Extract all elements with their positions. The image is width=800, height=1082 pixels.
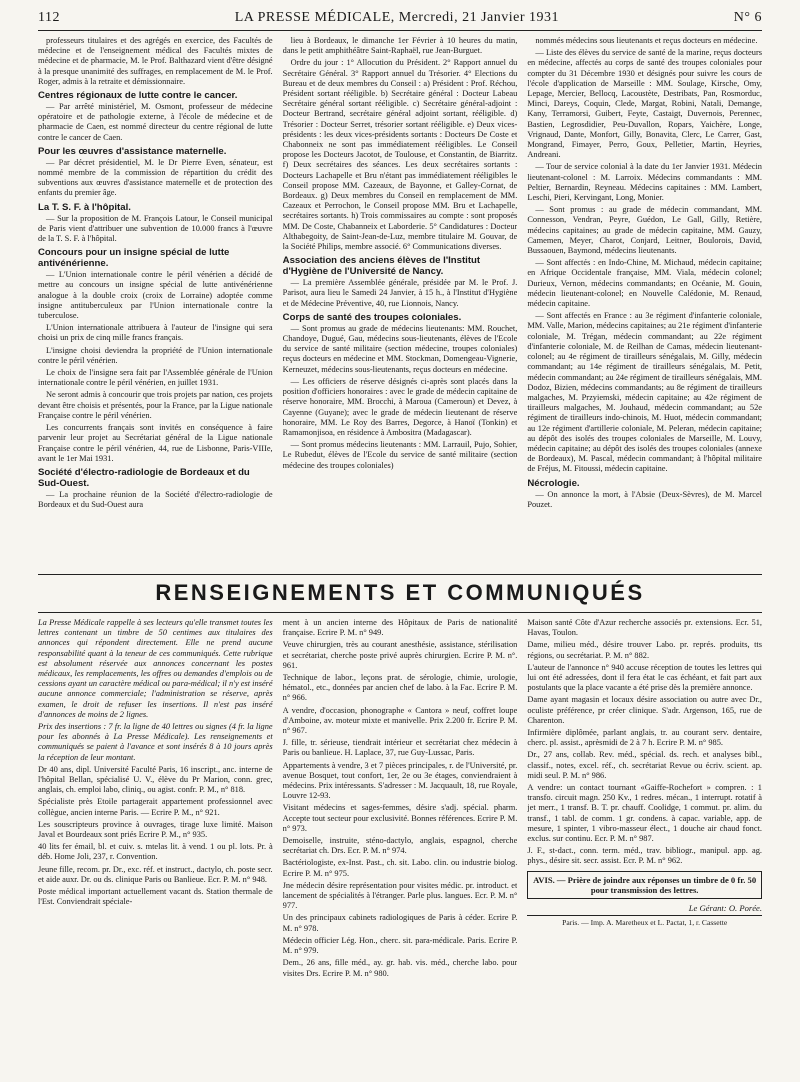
classified-column-3	[527, 618, 762, 1076]
news-column-2	[283, 36, 518, 570]
classified-ad: Technique de labor., leçons prat. de sérologie, chimie, urologie, hématol., etc., données par ancien chef de labo. à la Fac. Ecrire P. M. n° 966.	[282, 673, 518, 703]
article-paragraph: — Liste des élèves du service de santé de la marine, reçus docteurs en médecine, affectés au corps de santé des troupes coloniales pour compter du 31 Décembre 1930 et désignés pour suivre les cours de l'école d'application de Marseille : MM. Soulage, Kirsche, Omy, Lepage, Mercier, Bellocq, Lacoustète, Destribats, Pan, Rosmorduc, Minci, Dareys, Coquin, Clede, Margat, Robini, Natali, Demange, Kany, Terramorsi, Guibert, Feyte, Castaigt, Duvernois, Perennec, Bastien, Legrosdidier, Peu-Duvallon, Ropars, Yaichère, Longe, Vrignaud, Dante, Monfort, Gilly, Bonavita, Clerc, Le Carrer, Gast, Mongrand, Fimayer, Perro, Goux, Pelletier, Martin, Heyries, Andreani.	[527, 48, 762, 160]
classified-ad: Un des principaux cabinets radiologiques de Paris à céder. Ecrire P. M. n° 978.	[282, 913, 518, 933]
classified-ad: Dr 40 ans, dipl. Université Faculté Paris, 16 inscript., anc. interne de l'hôpital Bellan, spécialisé U. V., élève du Pr Marion, conn. grec, anglais, ch. emploi labo, cliniq., ou agist. confr. P. M., n° 818.	[38, 764, 273, 795]
article-paragraph: — Par arrêté ministériel, M. Osmont, professeur de médecine opératoire et de pathologie externe, à l'école de médecine et de pharmacie de Caen, est nommé directeur du centre régional de lutte contre le cancer de Caen.	[38, 102, 273, 142]
news-column-3	[527, 36, 762, 570]
header-rule	[38, 30, 762, 31]
article-paragraph: — Par décret présidentiel, M. le Dr Pierre Even, sénateur, est nommé membre de la commission de répartition du crédit des subventions aux œuvres d'assistance maternelle et de protection des enfants du premier âge.	[38, 157, 273, 198]
article-paragraph: lieu à Bordeaux, le dimanche 1er Février à 10 heures du matin, dans le petit amphithéâtre Saint-Raphaël, rue Jean-Burguet.	[282, 36, 518, 56]
notice-paragraph: La Presse Médicale rappelle à ses lecteurs qu'elle transmet toutes les lettres contenant un timbre de 50 centimes aux titulaires des annonces qui répondent directement. Elle ne prend aucune responsabilité quant à la teneur de ces communiqués. Cette rubrique est absolument réservée aux annonces concernant les postes médicaux, les remplacements, les offres ou demandes d'emplois ou de cessions ayant un caractère médical ou para-médical; il n'y est inséré aucune annonce commerciale; l'administration se réserve, après examen, le droit de refuser les insertions. Il n'est pas inséré d'annonces de moins de 2 lignes.	[38, 618, 273, 719]
classified-column-1	[38, 618, 273, 1076]
news-columns	[38, 36, 762, 570]
article-paragraph: — La prochaine réunion de la Société d'électro-radiologie de Bordeaux et du Sud-Ouest aura	[38, 489, 273, 510]
classified-ad: Médecin officier Lég. Hon., cherc. sit. para-médicale. Paris. Ecrire P. M. n° 979.	[282, 935, 518, 956]
article-heading: La T. S. F. à l'hôpital.	[38, 201, 131, 213]
publication-title: LA PRESSE MÉDICALE, Mercredi, 21 Janvier 1931	[234, 10, 559, 25]
classified-ad: J. fille, tr. sérieuse, tiendrait intérieur et secrétariat chez médecin à Paris ou banlieue. H. Laplace, 37, rue Guy-Lussac, Paris.	[282, 738, 518, 758]
article-paragraph: Le choix de l'insigne sera fait par l'Assemblée générale de l'Union internationale contre le péril vénérien, en juillet 1931.	[38, 368, 273, 388]
article-heading: Pour les œuvres d'assistance maternelle.	[38, 145, 227, 157]
classified-ad: A vendre: un contact tournant «Gaiffe-Rochefort » compren. : 1 transfo. circuit magn. 250 Kv., 1 redres. mécan., 1 interrupt. rotatif à jet merr., 1 transf. B. T. pr. chauff. Coolidge, 1 commut. pr. alim. du transf., 1 tabl. de comm. 1 gr. condens. à capac. variable, app. de mesure, 1 spinter, 1 vibro-masseur élect., 1 douche air chaud fonct. exclus. sur continu. Ecr. P. M. n° 987.	[527, 783, 762, 844]
section-banner: RENSEIGNEMENTS ET COMMUNIQUÉS	[155, 580, 645, 605]
article-heading: Centres régionaux de lutte contre le cancer.	[38, 90, 238, 102]
article-paragraph: — Sont promus au grade de médecins lieutenants: MM. Rouchet, Chandoye, Dugué, Gau, médecins sous-lieutenants, élèves de l'Ecole du service de santé militaire (section médecine, troupes coloniales) reçus docteurs en médecine et MM. Stockman, Domengeau-Vignerie, Kerneuzet, médecins sous-lieutenants, reçus docteurs en médecine.	[282, 323, 518, 374]
classified-ad: Dem., 26 ans, fille méd., ay. gr. hab. vis. méd., cherche labo. pour visites Drs. Ecrire P. M. n° 980.	[282, 958, 518, 978]
classified-ad: Dame ayant magasin et locaux désire association ou autre avec Dr., oculiste préférence, pr créer clinique. S'adr. Argenson, 165, rue de Charenton.	[527, 695, 762, 725]
classified-ad: Dr., 27 ans, collab. Rev. méd., spécial. ds. rech. et analyses bibl., classif., notes, excel. réf., ch. secrétariat Revue ou écriv. scient. ap. midi seul. P. M. n° 986.	[527, 750, 762, 780]
article-heading: Société d'électro-radiologie de Bordeaux et du Sud-Ouest.	[38, 466, 250, 489]
classified-ad: Bactériologiste, ex-Inst. Past., ch. sit. Labo. clin. ou industrie biolog. Ecrire P. M. n° 975.	[282, 858, 518, 878]
article-heading: Concours pour un insigne spécial de lutte antivénérienne.	[38, 247, 230, 270]
article-paragraph: — Sont affectés : en Indo-Chine, M. Michaud, médecin capitaine; en Afrique Occidentale française, MM. Viala, médecin colonel; Durieux, Vernon, médecins commandants; en Océanie, M. Gouin, médecin lieutenant-colonel; en Nouvelle Calédonie, M. Renaud, médecin capitaine.	[527, 258, 762, 309]
classified-ad: L'auteur de l'annonce n° 940 accuse réception de toutes les lettres qui lui ont été adressées, dont il fera état le cas échéant, et fait part aux postulants que la place vacante a été prise dès la première annonce.	[527, 662, 762, 693]
classified-ad: Maison santé Côte d'Azur recherche associés pr. extensions. Ecr. 51, Havas, Toulon.	[527, 618, 762, 638]
classified-ad: Dame, milieu méd., désire trouver Labo. pr. représ. produits, tts régions, ou secrétariat. P. M. n° 882.	[527, 640, 762, 660]
article-paragraph: L'insigne choisi deviendra la propriété de l'Union internationale contre le péril vénérien.	[38, 345, 273, 365]
article-paragraph: — L'Union internationale contre le péril vénérien a décidé de mettre au concours un insigne spécial de lutte antivénérienne analogue à la double croix (croix de Lorraine) adoptée comme insigne antituberculeux par l'Union internationale contre la tuberculose.	[38, 270, 273, 321]
classified-column-2	[283, 618, 518, 1076]
article-paragraph: — Sont affectés en France : au 3e régiment d'infanterie coloniale, MM. Valle, Marion, médecins capitaines; au 21e régiment d'infanterie coloniale, M. Trégan, médecin commandant; au 22e régiment d'infanterie coloniale, M. de Reilhan de Camas, médecin lieutenant-colonel; au 4e régiment de tirailleurs sénégalais, M. Gilly, médecin commandant; au 14e régiment de tirailleurs sénégalais, M. Petit, médecin commandant; au 24e régiment de tirailleurs sénégalais, MM. Dodoz, Bizien, médecins commandants; au 8e régiment de tirailleurs malgaches, M. Przyiemski, médecin capitaine; au 42e régiment de tirailleurs malgaches, M. Jouhaud, médecin commandant; au 52e régiment de tirailleurs indo-chinois, M. Huot, médecin commandant; au 12e régiment d'artillerie coloniale, M. Peleran, médecin capitaine; au dépôt des isolés des troupes coloniales de Marseille, M. Louvy, médecin capitaine; au dépôt des isolés des troupes coloniales (annexe de Bordeaux), M. Pascal, médecin commandant; à l'hôpital militaire de Fréjus, M. Fitoussi, médecin capitaine.	[527, 311, 762, 474]
page-number: 112	[38, 10, 60, 25]
article-paragraph: nommés médecins sous lieutenants et reçus docteurs en médecine.	[535, 36, 758, 45]
article-paragraph: Ordre du jour : 1° Allocution du Président. 2° Rapport annuel du Secrétaire Général. 3° Rapport annuel du Trésorier. 4° Elections du Bureau et de deux membres du Conseil : a) Président : Prof. Réchou, Président sortant rééligible. b) Secrétaire général : Docteur Labeau Secrétaire général sortant rééligible. c) Secrétaire général-adjoint : Docteur Bertrand, secrétaire général adjoint sortant, rééligible. d) Trésorier : Docteur Serret, trésorier sortant rééligible. e) Deux vices-présidents : les deux vices-présidents sortants : Docteurs De Coste et Chabonneix ne sont pas immédiatement rééligibles. Le Conseil propose les Docteurs Jacotot, de Toulouse, et Constantin, de Biarritz. f) Deux secrétaires des séances. Les deux secrétaires sortants : Docteurs Lachapelle et Bru n'étant pas immédiatement rééligibles le Conseil propose MM. Cazeaux, de Bayonne, et Galley-Cornat, de Bordeaux. g) Deux membres du Conseil en remplacement de MM. Cazeaux et Perrochon, le Conseil propose MM. Bru et Lachapelle, secrétaires sortants. h) Trois commissaires au compte : sont proposés MM. De Coste, Chabanneix et Laborderie. 5° Candidatures : Docteur Althabegoity, de Saint-Jean-de-Luz, membre titulaire M. Gouvar, de la Société Philips, membre associé. 6° Communications diverses.	[282, 58, 518, 252]
gerant-line: Le Gérant: O. Porée.	[688, 903, 762, 914]
classified-ad: Infirmière diplômée, parlant anglais, tr. au courant serv. dentaire, cherc. pl. assist., aprèsmidi de 2 à 7 h. Ecrire P. M. n° 985.	[527, 728, 762, 748]
classified-ad: 40 lits fer émail, bl. et cuiv. s. mtelas lit. à vend. 1 ou pl. lots. Pr. à déb. Home Joli, 237, r. Convention.	[38, 842, 273, 862]
article-paragraph: — Sont promus : au grade de médecin commandant, MM. Connesson, Vendran, Peyre, Guédon, Le Gall, Gilly, Retière, médecins capitaines; au grade de médecin capitaine, MM. Gauzy, Camemen, Meyer, Charot, Conjard, Leitner, Boulorois, David, Bussaouen, Baymond, médecins lieutenants.	[527, 205, 762, 256]
avis-box: AVIS. — Prière de joindre aux réponses un timbre de 0 fr. 50 pour transmission des lettres.	[527, 871, 762, 900]
article-heading: Nécrologie.	[527, 477, 580, 489]
article-paragraph: — La première Assemblée générale, présidée par M. le Prof. J. Parisot, aura lieu le Samedi 24 Janvier, à 15 h., à l'Institut d'Hygiène et de Médecine Préventive, 40, rue Lionnois, Nancy.	[282, 278, 518, 308]
classified-ad: Les souscripteurs province à ouvrages, tirage luxe limité. Maison Javal et Bourdeaux sont priés Ecrire P. M., n° 935.	[38, 819, 273, 840]
classified-ad: A vendre, d'occasion, phonographe « Cantora » neuf, coffret loupe d'Amboine, av. moteur mixte et manivelle. Prix 2.200 fr. Ecrire P. M. n° 967.	[282, 705, 518, 736]
article-paragraph: Ne seront admis à concourir que trois projets par nation, ces projets devant être choisis et présentés, pour la France, par la Ligue nationale Française contre le péril vénérien.	[38, 390, 273, 420]
section-rule	[38, 574, 762, 575]
classified-ad: J. F., st-dact., conn. term. méd., trav. bibliogr., manipul. app. ag. phys., désire sit. secr. assist. Ecr. P. M. n° 962.	[527, 846, 762, 866]
classified-ad: ment à un ancien interne des Hôpitaux de Paris de nationalité française. Ecrire P. M. n° 949.	[282, 618, 518, 638]
classified-ad: Poste médical important actuellement vacant ds. Station thermale de l'Est. Conviendrait spéciale-	[38, 887, 273, 907]
classified-columns	[38, 618, 762, 1076]
article-paragraph: — Sur la proposition de M. François Latour, le Conseil municipal de Paris vient d'attribuer une subvention de 10.000 francs à l'œuvre de la T. S. F. à l'hôpital.	[38, 213, 273, 244]
article-paragraph: — On annonce la mort, à l'Absie (Deux-Sèvres), de M. Marcel Pouzet.	[527, 489, 762, 509]
article-heading: Association des anciens élèves de l'Institut d'Hygiène de l'Université de Nancy.	[282, 255, 481, 278]
classified-ad: Veuve chirurgien, très au courant anesthésie, assistance, stérilisation et secrétariat, cherche poste privé auprès chirurgien. Ecrire P. M. n°. 961.	[282, 640, 518, 670]
article-paragraph: — Sont promus médecins lieutenants : MM. Larrauil, Pujo, Sohier, Le Rubedut, élèves de l'Ecole du service de santé militaire (section médecine des troupes coloniales)	[282, 440, 518, 470]
banner-rule	[38, 612, 762, 613]
article-paragraph: professeurs titulaires et des agrégés en exercice, des Facultés de médecine et de l'enseignement médical des Facultés mixtes de médecine et de pharmacie, M. le Prof. Balthazard vient d'être désigné à la presque unanimité des suffrages, en remplacement de M. le Prof. Roger, admis à la retraite et démissionnaire.	[38, 36, 273, 86]
article-paragraph: L'Union internationale attribuera à l'auteur de l'insigne qui sera choisi un prix de cinq mille francs français.	[38, 323, 273, 343]
classified-ad: Visitant médecins et sages-femmes, désire s'adj. spécial. pharm. Accepte tout secteur pour exclusivité. Bonnes références. Ecrire P. M. n° 973.	[282, 803, 518, 833]
printer-line: Paris. — Imp. A. Maretheux et L. Pactat, 1, r. Cassette	[527, 915, 762, 927]
article-heading: Corps de santé des troupes coloniales.	[282, 311, 462, 323]
classified-ad: Appartements à vendre, 3 et 7 pièces principales, r. de l'Université, pr. avenue Bosquet, tout confort, 1er, 2e ou 3e étages, conviendraient à médecins. Prix intéressants. S'adresser : M. Jacquault, 18, rue Royale, Louvre 12-93.	[282, 760, 518, 801]
classified-ad: Jne médecin désire représentation pour visites médic. pr. introduct. et lancement de spécialités à l'étranger. Parle plus. langues. Ecr. P. M. n° 977.	[282, 880, 518, 911]
classified-ad: Spécialiste près Etoile partagerait appartement professionnel avec collègue, ancien interne Paris. — Ecrire P. M., n° 921.	[38, 797, 273, 817]
article-paragraph: — Tour de service colonial à la date du 1er Janvier 1931. Médecin lieutenant-colonel : M. Larroix. Médecins commandants : MM. Peltier, Bernardin, Reyneau. Médecins capitaines : MM. Lambert, Leschi, Pieri, Kervingant, Long, Monier.	[527, 162, 762, 203]
page-header	[38, 10, 762, 28]
article-paragraph: — Les officiers de réserve désignés ci-après sont placés dans la position d'officiers honoraires : avec le grade de médecin capitaine de réserve honoraire, MM. Brocchi, à Maroua (Cameroun) et Devez, à Cayenne (Guyane); avec le grade de médecin lieutenant de réserve honoraire, MM. Le Roy des Barres, Degorce, à Hanoï (Tonkin) et Ramamonjisoa, en résidence à Ambositra (Madagascar).	[282, 376, 518, 437]
article-paragraph: Les concurrents français sont invités en conséquence à faire parvenir leur projet au Secrétariat général de la Ligue nationale Française contre le péril vénérien, 44, rue de Lisbonne, Paris-VIIIe, avant le 1er Mai 1931.	[38, 423, 273, 463]
classified-ad: Jeune fille, recom. pr. Dr., exc. réf. et instruct., dactylo, ch. poste secr. et aide auxr. Dr. ou ds. clinique Paris ou Banlieue. Ecr. P. M. n° 948.	[38, 864, 273, 884]
issue-number: N° 6	[733, 10, 762, 25]
classified-ad: Demoiselle, instruite, sténo-dactylo, anglais, espagnol, cherche secrétariat ch. Drs. Ecr. P. M. n° 974.	[282, 836, 518, 856]
news-column-1	[38, 36, 273, 570]
notice-paragraph: Prix des insertions : 7 fr. la ligne de 40 lettres ou signes (4 fr. la ligne pour les abonnés à La Presse Médicale). Les renseignements et communiqués se paient à l'avance et sont insérés 8 à 10 jours après la réception de leur montant.	[38, 722, 273, 762]
